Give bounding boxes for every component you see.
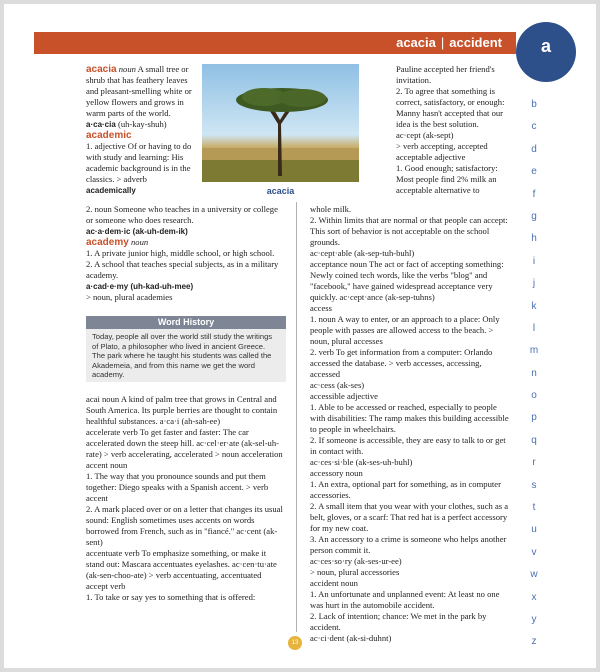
entry-line-right-10: 2. If someone is accessible, they are easy to talk to or get in contact with. [310,435,506,456]
header-bar [34,32,516,54]
alphabet-link-y[interactable]: y [531,613,537,625]
entry-block-acacia [86,64,198,196]
alphabet-link-z[interactable]: z [531,636,537,648]
alphabet-link-v[interactable]: v [531,546,537,558]
alphabet-link-u[interactable]: u [531,524,537,536]
entry-line-right-6: 2. verb To get information from a computer: Orlando accessed the database. > verb accesses, accessing, accessed [310,347,493,379]
entry-line-right-13: 1. An extra, optional part for something, as in computer accessories. [310,479,501,500]
entry-line-right-2: ac·cept·able (ak-sep-tuh-buhl) [310,248,415,258]
alphabet-link-w[interactable]: w [530,569,538,581]
academic-syllables: ac·a·dem·ic (ak-uh-dem-ik) [86,227,188,236]
right-column-entries [310,204,512,644]
entry-line-right-18: accident noun [310,578,358,588]
alphabet-link-f[interactable]: f [532,188,536,200]
alphabet-link-s[interactable]: s [531,479,537,491]
entry-line-right-9: 1. Able to be accessed or reached, especially to people with disabilities: The ramp makes this building accessible to people in wheelchairs. [310,402,509,434]
entry-line-right-20: 2. Lack of intention; chance: We met in the park by accident. [310,611,487,632]
alphabet-link-c[interactable]: c [531,121,537,133]
headword-academic: academic [86,130,132,141]
alphabet-index [524,94,544,654]
alphabet-link-h[interactable]: h [531,233,537,245]
entry-block-academy [86,204,286,303]
letter-tab[interactable] [516,22,576,82]
headword-academy: academy [86,237,129,248]
academy-syllables: a·cad·e·my (uh-kad-uh-mee) [86,282,194,291]
syllables-acacia: a·ca·cia [86,120,116,129]
alphabet-link-o[interactable]: o [531,390,537,402]
entry-line-right-top-5: 1. Good enough; satisfactory: Most people find 2% milk an acceptable alternative to [396,163,498,195]
academic-sense-1: 1. adjective Of or having to do with study and learning: His academic background is in the classics. > adverb [86,141,192,184]
guide-word-first: acacia [396,35,436,50]
alphabet-link-j[interactable]: j [532,278,536,290]
guide-word-separator: | [440,35,445,50]
entry-line-right-11: ac·ces·si·ble (ak-ses-uh-buhl) [310,457,413,467]
right-column-top-entries [396,64,512,196]
entry-line-left-1: accelerate verb To get faster and faster: The car accelerated down the steep hill. ac·cel·er·ate (ak-sel-uh-rate) > verb accelerating, accelerated > noun acceleration [86,427,283,459]
entry-line-right-top-4: acceptable adjective [396,152,466,162]
entry-line-right-7: ac·cess (ak-ses) [310,380,365,390]
entry-line-left-5: accentuate verb To emphasize something, or make it stand out: Mascara accentuates eyelashes. ac·cen·tu·ate (ak-sen-choo-ate) > verb accentuating, accentuated [86,548,277,580]
alphabet-link-i[interactable]: i [532,255,536,267]
word-history-title: Word History [86,316,286,329]
entry-line-right-5: 1. noun A way to enter, or an approach to a place: Only people with passes are allowed access to the beach. > noun, plural accesses [310,314,500,346]
academy-plural: > noun, plural academies [86,292,173,302]
entry-line-right-17: > noun, plural accessories [310,567,400,577]
entry-line-left-6: accept verb [86,581,126,591]
word-history-box [86,316,286,382]
guide-word-last: accident [449,35,502,50]
pronunciation-acacia: (uh-kay-shuh) [117,119,167,129]
entry-line-right-1: 2. Within limits that are normal or that people can accept: This sort of behavior is not acceptable on the school grounds. [310,215,508,247]
entry-line-right-14: 2. A small item that you wear with your clothes, such as a belt, gloves, or a scarf: That red hat is a perfect accessory for my new coat. [310,501,509,533]
entry-line-left-2: accent noun [86,460,128,470]
alphabet-link-p[interactable]: p [531,412,537,424]
entry-line-right-12: accessory noun [310,468,363,478]
entry-line-right-top-1: 2. To agree that something is correct, satisfactory, or enough: Manny hasn't accepted that our idea is the best solution. [396,86,505,129]
academic-adverb: academically [86,186,136,195]
header-guide-words [396,35,502,50]
alphabet-link-r[interactable]: r [532,457,536,469]
alphabet-link-e[interactable]: e [531,166,537,178]
acacia-tree-illustration [202,64,359,182]
alphabet-link-l[interactable]: l [532,322,536,334]
entry-line-right-16: ac·ces·so·ry (ak-ses-ur-ee) [310,556,402,566]
pos-acacia: noun [118,64,136,74]
alphabet-link-g[interactable]: g [531,210,537,222]
photo-caption: acacia [266,186,295,196]
entry-line-right-15: 3. An accessory to a crime is someone who helps another person commit it. [310,534,507,555]
entry-line-right-8: accessible adjective [310,391,378,401]
column-divider [296,202,297,632]
alphabet-link-m[interactable]: m [529,345,539,357]
alphabet-link-x[interactable]: x [531,591,537,603]
entry-line-right-0: whole milk. [310,204,352,214]
academic-sense-2: 2. noun Someone who teaches in a university or college or someone who does research. [86,204,278,225]
entry-line-right-4: access [310,303,332,313]
alphabet-link-d[interactable]: d [531,143,537,155]
headword-acacia: acacia [86,64,117,75]
acacia-photo [202,64,359,182]
left-column-entries [86,394,286,603]
alphabet-link-q[interactable]: q [531,434,537,446]
academy-sense-1: 1. A private junior high, middle school, or high school. [86,248,275,258]
page-number: 13 [288,636,302,650]
entry-line-left-4: 2. A mark placed over or on a letter that changes its usual sound: English sometimes uses accents on words borrowed from French, such as in "fiancé." ac·cent (ak-sent) [86,504,283,547]
dictionary-page [4,4,596,668]
entry-line-right-top-2: ac·cept (ak-sept) [396,130,454,140]
definition-acacia: A small tree or shrub that has feathery leaves and pleasant-smelling white or yellow flowers and grows in warm parts of the world. [86,64,192,118]
letter-tab-label: a [541,36,552,56]
entry-line-right-top-0: Pauline accepted her friend's invitation. [396,64,495,85]
entry-line-right-21: ac·ci·dent (ak-si-duhnt) [310,633,392,643]
entry-line-left-3: 1. The way that you pronounce sounds and put them together: Diego speaks with a Spanish accent. > verb accent [86,471,269,503]
alphabet-link-n[interactable]: n [531,367,537,379]
academy-sense-2: 2. A school that teaches special subjects, as in a military academy. [86,259,279,280]
entry-line-right-top-3: > verb accepting, accepted [396,141,488,151]
alphabet-link-k[interactable]: k [531,300,537,312]
word-history-text: Today, people all over the world still study the writings of Plato, a philosopher who lived in ancient Greece. The park where he taught his students was called the Akademeia, and from this name we get the word academy. [92,332,273,380]
alphabet-link-t[interactable]: t [532,502,536,514]
pos-academy: noun [130,237,149,247]
entry-line-left-7: 1. To take or say yes to something that is offered: [86,592,256,602]
entry-line-right-3: acceptance noun The act or fact of accepting something: Newly coined tech words, like the verbs "blog" and "facebook," have gained widespread acceptance very quickly. ac·cept·ance (ak-sep-tuhns) [310,259,504,302]
alphabet-link-b[interactable]: b [531,99,537,110]
entry-line-left-0: acai noun A kind of palm tree that grows in Central and South America. Its purple berries are thought to contain healthful substances. a·ca·i (ah-sah-ee) [86,394,278,426]
entry-line-right-19: 1. An unfortunate and unplanned event: At least no one was hurt in the automobile accident. [310,589,500,610]
